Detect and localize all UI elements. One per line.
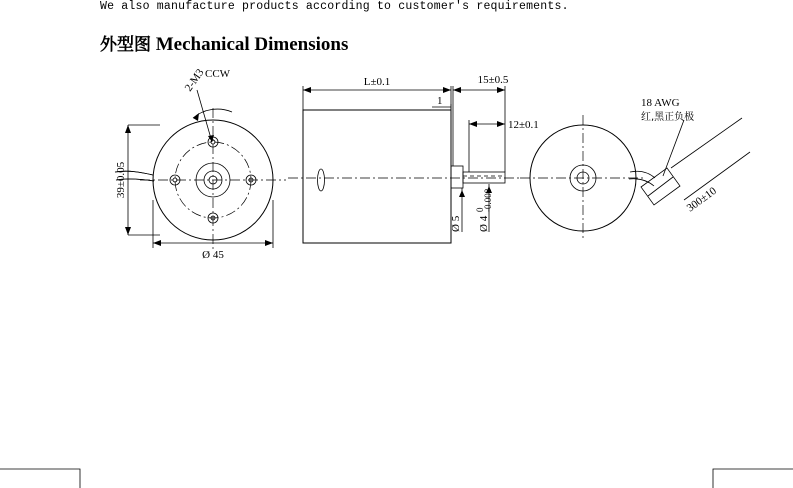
front-view	[115, 66, 286, 261]
customer-note: We also manufacture products according to customer's requirements.	[100, 0, 569, 13]
front-height-dim-label: 39±0.05	[115, 161, 127, 199]
side-body-rect	[303, 110, 451, 243]
wire-length-label: 300±10	[684, 185, 719, 215]
wire-sleeve-divider	[648, 177, 673, 196]
wire-gauge-leader	[663, 120, 684, 176]
side-shaft-arrow-left	[453, 87, 461, 93]
page-title-en: Mechanical Dimensions	[155, 34, 349, 55]
side-length-arrow-right	[443, 87, 451, 93]
ccw-label: CCW	[205, 68, 231, 80]
shaft-tol-upper: 0	[475, 207, 485, 212]
side-small-dim-label: 1	[437, 95, 443, 107]
side-flat-arrow-left	[469, 121, 477, 127]
side-shaft-rect	[463, 172, 505, 183]
thread-label: 2-M3	[182, 66, 207, 94]
side-view	[288, 74, 539, 243]
shaft-tol-lower: -0.008	[483, 188, 493, 212]
thread-leader-line	[197, 90, 212, 142]
side-vent-oval	[318, 169, 325, 191]
front-dia-arrow-right	[265, 240, 273, 246]
page-title-cn: 外型图	[100, 35, 151, 55]
wire-color-label: 红,黑正负极	[641, 112, 695, 123]
rear-view	[520, 97, 750, 241]
side-length-dim-label: L±0.1	[363, 76, 391, 88]
sheet-frame	[0, 469, 793, 488]
rear-wire-1	[630, 171, 655, 178]
side-length-arrow-left	[303, 87, 311, 93]
side-shaft-arrow-right	[497, 87, 505, 93]
front-dia-dim-label: Ø 45	[202, 249, 224, 261]
boss-dia-label: Ø 5	[450, 215, 462, 232]
frame-corner-right	[713, 469, 793, 488]
side-boss-rect	[451, 166, 463, 188]
side-flat-dim-label: 12±0.1	[508, 119, 539, 131]
boss-dia-arrow	[459, 190, 465, 197]
front-height-arrow-bottom	[125, 227, 131, 235]
front-dia-arrow-left	[153, 240, 161, 246]
side-shaft-dim-label: 15±0.5	[477, 74, 509, 86]
side-flat-arrow-right	[497, 121, 505, 127]
front-height-arrow-top	[125, 125, 131, 133]
shaft-dia-label: Ø 4	[478, 215, 490, 232]
shaft-dia-label-group	[475, 188, 493, 232]
wire-gauge-label: 18 AWG	[641, 97, 680, 109]
frame-corner-left	[0, 469, 80, 488]
